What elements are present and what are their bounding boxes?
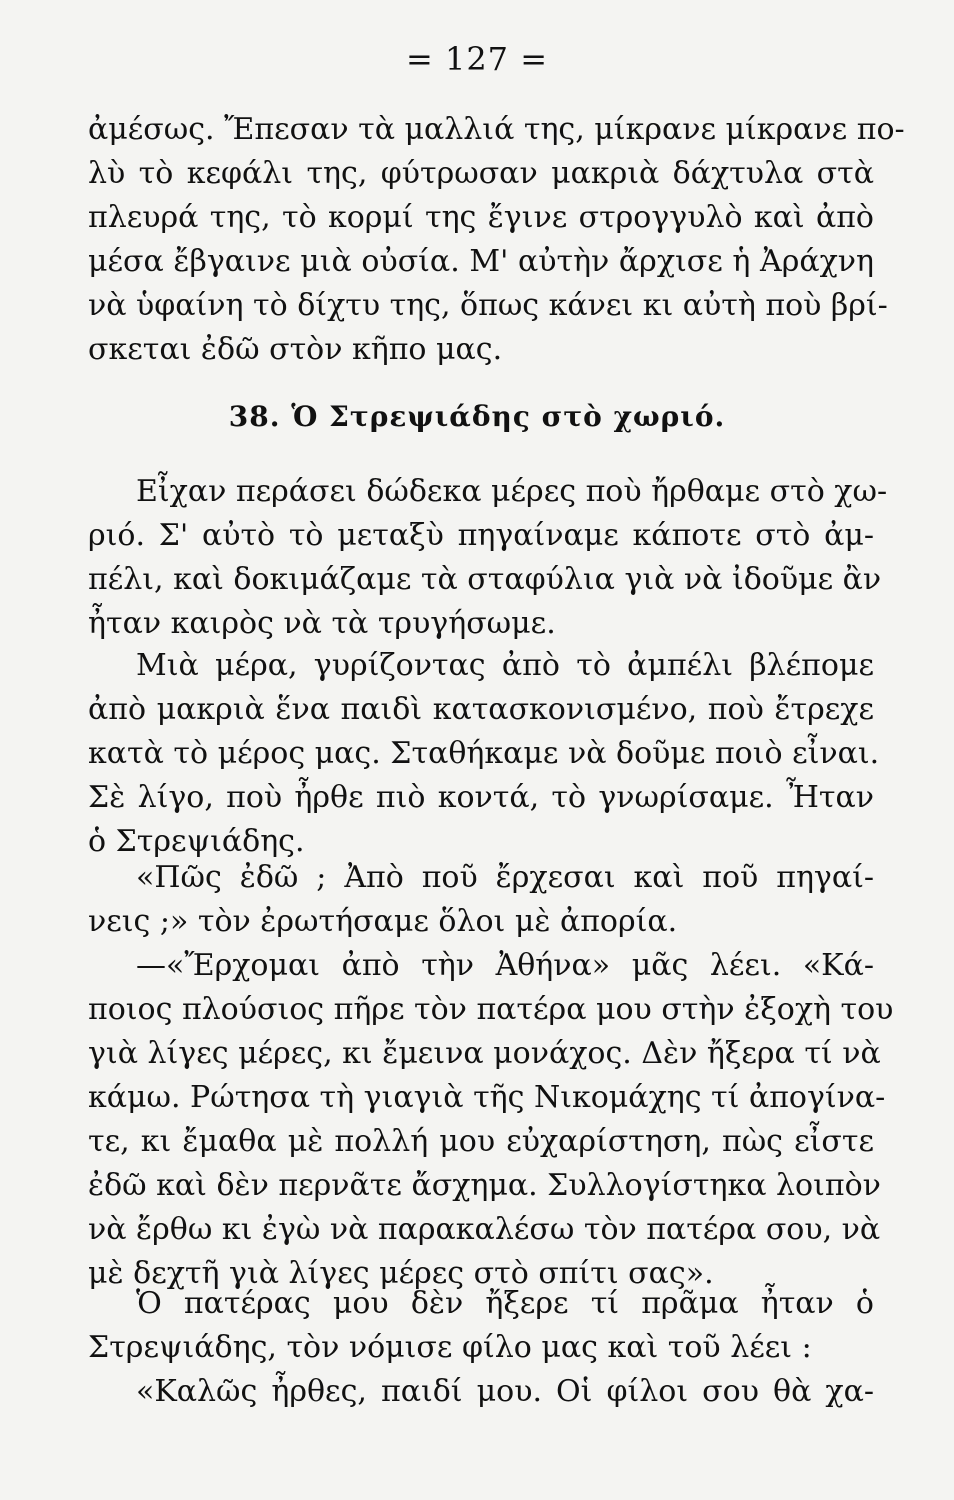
- text-line: ἀπὸ μακριὰ ἕνα παιδὶ κατασκονισμένο, ποὺ ἔτρεχε: [88, 692, 874, 727]
- text-line: νὰ ὑφαίνη τὸ δίχτυ της, ὅπως κάνει κι αὐτὴ ποὺ βρί-: [88, 288, 888, 323]
- paragraph-1: [88, 108, 905, 372]
- text-line: ποιος πλούσιος πῆρε τὸν πατέρα μου στὴν ἐξοχὴ του: [88, 992, 894, 1027]
- text-line: Ὁ πατέρας μου δὲν ἤξερε τί πρᾶμα ἦταν ὁ: [136, 1286, 874, 1321]
- text-line: σκεται ἐδῶ στὸν κῆπο μας.: [88, 332, 503, 367]
- text-line: ἦταν καιρὸς νὰ τὰ τρυγήσωμε.: [88, 606, 556, 641]
- text-line: μέσα ἔβγαινε μιὰ οὐσία. Μ' αὐτὴν ἄρχισε ἡ Ἀράχνη: [88, 244, 874, 279]
- paragraph-4: [88, 856, 874, 944]
- paragraph-7: [88, 1370, 874, 1414]
- text-line: μὲ δεχτῆ γιὰ λίγες μέρες στὸ σπίτι σας».: [88, 1256, 714, 1291]
- text-line: νὰ ἔρθω κι ἐγὼ νὰ παρακαλέσω τὸν πατέρα σου, νὰ: [88, 1212, 881, 1247]
- text-line: «Καλῶς ἦρθες, παιδί μου. Οἱ φίλοι σου θὰ χα-: [136, 1374, 874, 1409]
- text-line: νεις ;» τὸν ἐρωτήσαμε ὅλοι μὲ ἀπορία.: [88, 904, 678, 939]
- text-line: Στρεψιάδης, τὸν νόμισε φίλο μας καὶ τοῦ λέει :: [88, 1330, 812, 1365]
- text-line: ὁ Στρεψιάδης.: [88, 824, 305, 859]
- text-line: τε, κι ἔμαθα μὲ πολλή μου εὐχαρίστηση, πὼς εἶστε: [88, 1124, 874, 1159]
- text-line: Μιὰ μέρα, γυρίζοντας ἀπὸ τὸ ἀμπέλι βλέπομε: [136, 648, 874, 683]
- text-line: ἀμέσως. Ἔπεσαν τὰ μαλλιά της, μίκρανε μίκρανε πο-: [88, 112, 905, 147]
- paragraph-2: [88, 470, 888, 646]
- paragraph-5: [88, 944, 894, 1296]
- text-line: κάμω. Ρώτησα τὴ γιαγιὰ τῆς Νικομάχης τί ἀπογίνα-: [88, 1080, 886, 1115]
- text-line: «Πῶς ἐδῶ ; Ἀπὸ ποῦ ἔρχεσαι καὶ ποῦ πηγαί-: [136, 860, 874, 895]
- text-line: ριό. Σ' αὐτὸ τὸ μεταξὺ πηγαίναμε κάποτε στὸ ἀμ-: [88, 518, 874, 553]
- page-number: = 127 =: [405, 40, 549, 78]
- text-line: ἐδῶ καὶ δὲν περνᾶτε ἄσχημα. Συλλογίστηκα λοιπὸν: [88, 1168, 881, 1203]
- section-heading: 38. Ὁ Στρεψιάδης στὸ χωριό.: [228, 400, 726, 433]
- text-line: γιὰ λίγες μέρες, κι ἔμεινα μονάχος. Δὲν ἤξερα τί νὰ: [88, 1036, 881, 1071]
- text-line: Σὲ λίγο, ποὺ ἦρθε πιὸ κοντά, τὸ γνωρίσαμε. Ἦταν: [88, 780, 874, 815]
- paragraph-6: [88, 1282, 874, 1370]
- text-line: Εἶχαν περάσει δώδεκα μέρες ποὺ ἤρθαμε στὸ χω-: [136, 474, 888, 509]
- text-line: κατὰ τὸ μέρος μας. Σταθήκαμε νὰ δοῦμε ποιὸ εἶναι.: [88, 736, 880, 771]
- text-line: λὺ τὸ κεφάλι της, φύτρωσαν μακριὰ δάχτυλα στὰ: [88, 156, 874, 191]
- text-line: πέλι, καὶ δοκιμάζαμε τὰ σταφύλια γιὰ νὰ ἰδοῦμε ἂν: [88, 562, 882, 597]
- text-line: —«Ἔρχομαι ἀπὸ τὴν Ἀθήνα» μᾶς λέει. «Κά-: [136, 948, 874, 983]
- paragraph-3: [88, 644, 880, 864]
- text-line: πλευρά της, τὸ κορμί της ἔγινε στρογγυλὸ καὶ ἀπὸ: [88, 200, 874, 235]
